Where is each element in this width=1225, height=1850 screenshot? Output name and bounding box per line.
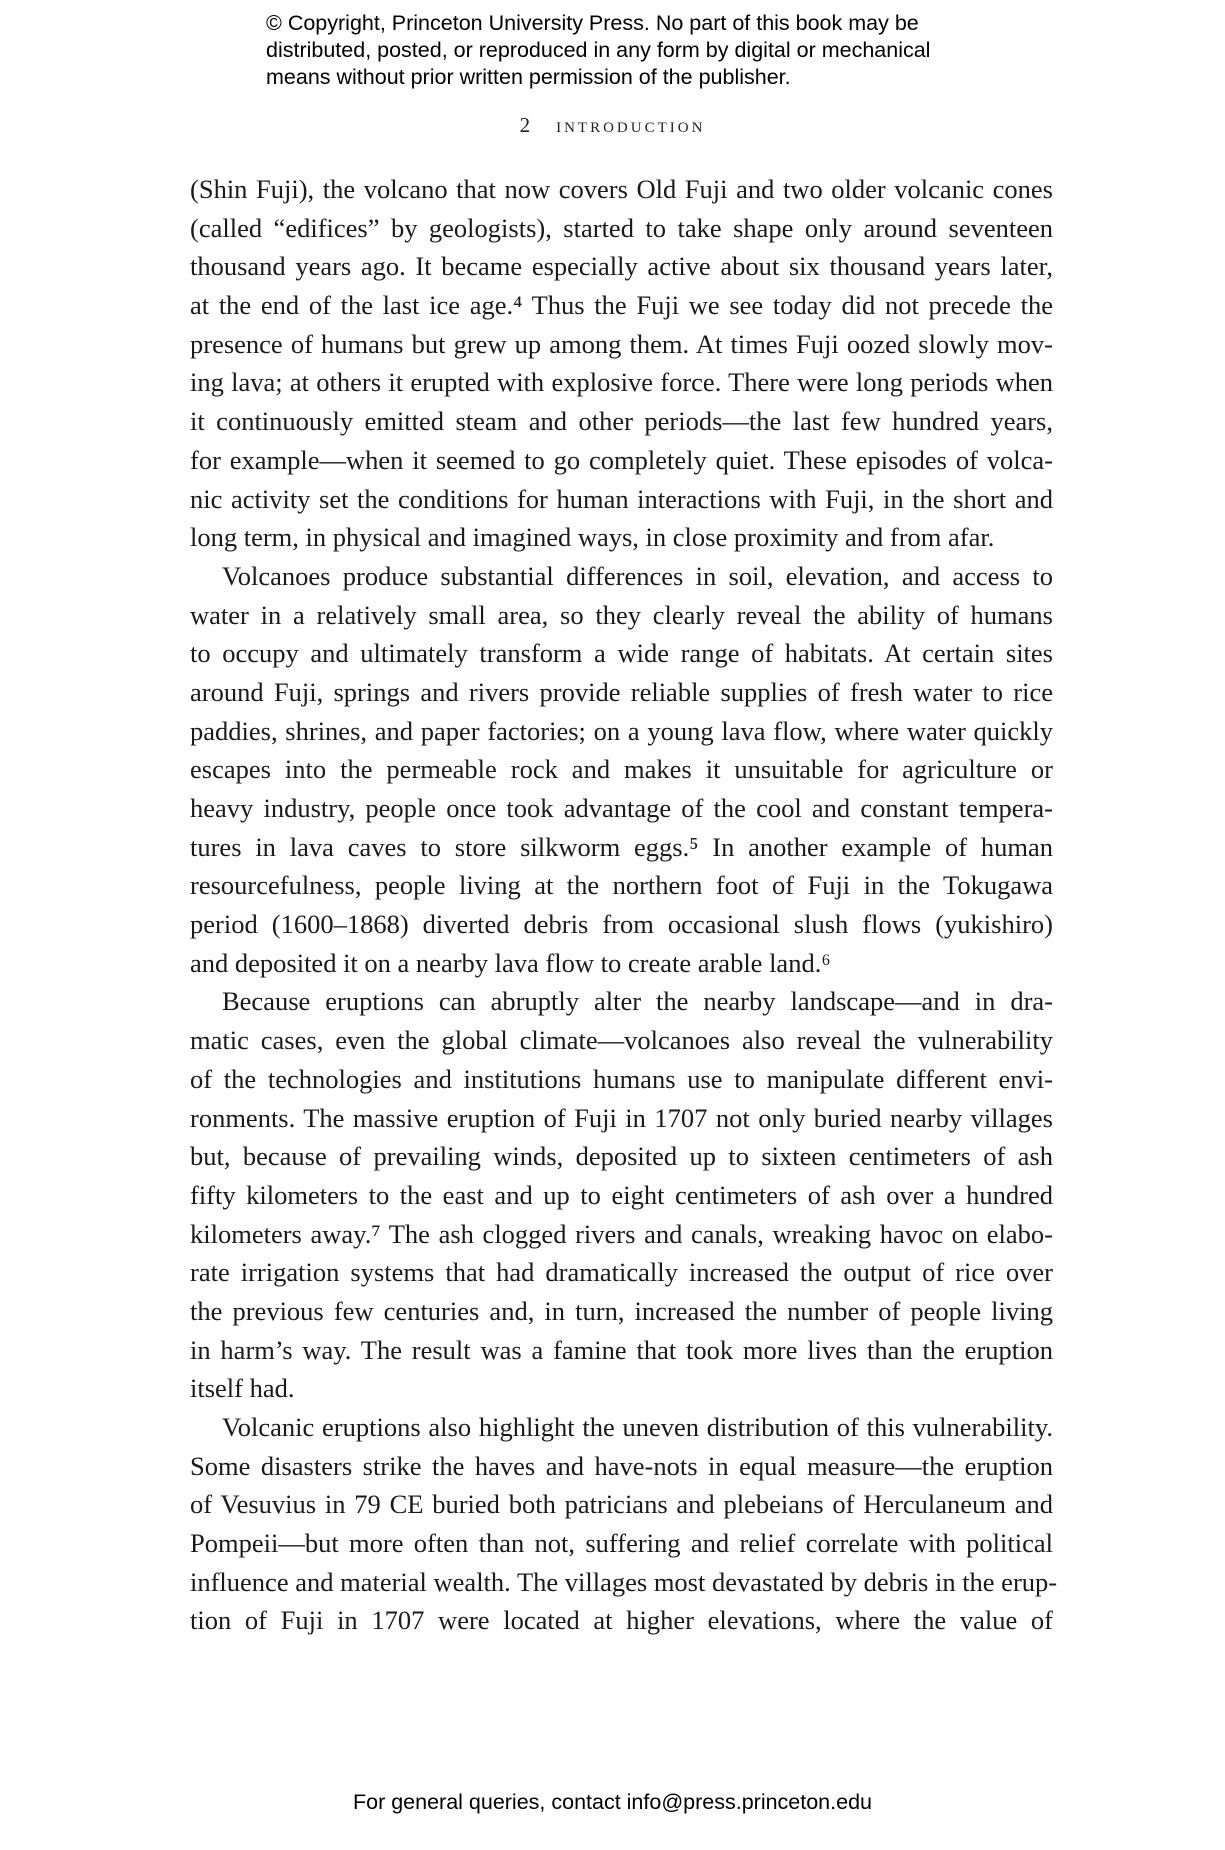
copyright-line: © Copyright, Princeton University Press. No part of this book may be	[266, 11, 919, 35]
text-line: heavy industry, people once took advantage of the cool and constant tempera-	[190, 793, 1053, 823]
text-line: water in a relatively small area, so they clearly reveal the ability of humans	[190, 599, 1053, 630]
text-line: Pompeii—but more often than not, suffering and relief correlate with political	[190, 1528, 1053, 1559]
running-head	[0, 112, 1225, 138]
page-number: 2	[519, 113, 531, 137]
text-line: at the end of the last ice age.⁴ Thus the Fuji we see today did not precede the	[190, 290, 1053, 321]
text-line: escapes into the permeable rock and makes it unsuitable for agriculture or	[190, 754, 1053, 785]
text-line: fifty kilometers to the east and up to eight centimeters of ash over a hundred	[190, 1179, 1053, 1210]
copyright-line: means without prior written permission of the publisher.	[266, 65, 791, 89]
text-line: the previous few centuries and, in turn, increased the number of people living	[190, 1295, 1053, 1326]
text-line: presence of humans but grew up among them. At times Fuji oozed slowly mov-	[190, 328, 1053, 359]
text-line: and deposited it on a nearby lava flow to create arable land.⁶	[190, 947, 831, 978]
text-line: of the technologies and institutions humans use to manipulate different envi-	[190, 1063, 1053, 1094]
text-line: long term, in physical and imagined ways, in close proximity and from afar.	[190, 522, 995, 553]
text-line: thousand years ago. It became especially active about six thousand years later,	[190, 251, 1053, 282]
text-line: period (1600–1868) diverted debris from occasional slush flows (yukishiro)	[190, 909, 1053, 940]
text-line: it continuously emitted steam and other periods—the last few hundred years,	[190, 406, 1053, 437]
text-line: ing lava; at others it erupted with explosive force. There were long periods when	[190, 367, 1053, 398]
text-line: but, because of prevailing winds, deposited up to sixteen centimeters of ash	[190, 1141, 1053, 1172]
text-line: Some disasters strike the haves and have-nots in equal measure—the eruption	[190, 1450, 1053, 1481]
text-line: (Shin Fuji), the volcano that now covers Old Fuji and two older volcanic cones	[190, 174, 1053, 204]
text-line: Volcanoes produce substantial differences in soil, elevation, and access to	[222, 560, 1053, 591]
text-line: of Vesuvius in 79 CE buried both patricians and plebeians of Herculaneum and	[190, 1489, 1053, 1520]
text-line: rate irrigation systems that had dramatically increased the output of rice over	[190, 1257, 1053, 1288]
text-line: tion of Fuji in 1707 were located at higher elevations, where the value of	[190, 1605, 1053, 1636]
text-line: nic activity set the conditions for human interactions with Fuji, in the short and	[190, 483, 1053, 514]
text-line: ronments. The massive eruption of Fuji in 1707 not only buried nearby villages	[190, 1102, 1053, 1133]
text-line: Because eruptions can abruptly alter the nearby landscape—and in dra-	[222, 986, 1053, 1017]
text-line: to occupy and ultimately transform a wide range of habitats. At certain sites	[190, 638, 1053, 669]
text-line: for example—when it seemed to go completely quiet. These episodes of volca-	[190, 444, 1053, 475]
footer-contact: For general queries, contact info@press.princeton.edu	[352, 1790, 872, 1814]
copyright-line: distributed, posted, or reproduced in any form by digital or mechanical	[266, 38, 931, 62]
text-line: kilometers away.⁷ The ash clogged rivers and canals, wreaking havoc on elabo-	[190, 1218, 1053, 1249]
text-line: tures in lava caves to store silkworm eggs.⁵ In another example of human	[190, 831, 1053, 862]
chapter-title: introduction	[556, 112, 706, 137]
text-line: resourcefulness, people living at the northern foot of Fuji in the Tokugawa	[190, 870, 1053, 901]
text-line: influence and material wealth. The villages most devastated by debris in the erup-	[190, 1566, 1058, 1597]
body-text	[190, 170, 1058, 1640]
text-line: around Fuji, springs and rivers provide reliable supplies of fresh water to rice	[190, 676, 1053, 707]
text-line: paddies, shrines, and paper factories; on a young lava flow, where water quickly	[190, 715, 1053, 746]
text-line: (called “edifices” by geologists), started to take shape only around seventeen	[190, 212, 1053, 243]
text-line: in harm’s way. The result was a famine that took more lives than the eruption	[190, 1334, 1053, 1365]
copyright-notice	[266, 10, 1026, 91]
text-line: itself had.	[190, 1373, 295, 1404]
text-line: matic cases, even the global climate—volcanoes also reveal the vulnerability	[190, 1025, 1053, 1056]
text-line: Volcanic eruptions also highlight the uneven distribution of this vulnerability.	[222, 1412, 1053, 1442]
